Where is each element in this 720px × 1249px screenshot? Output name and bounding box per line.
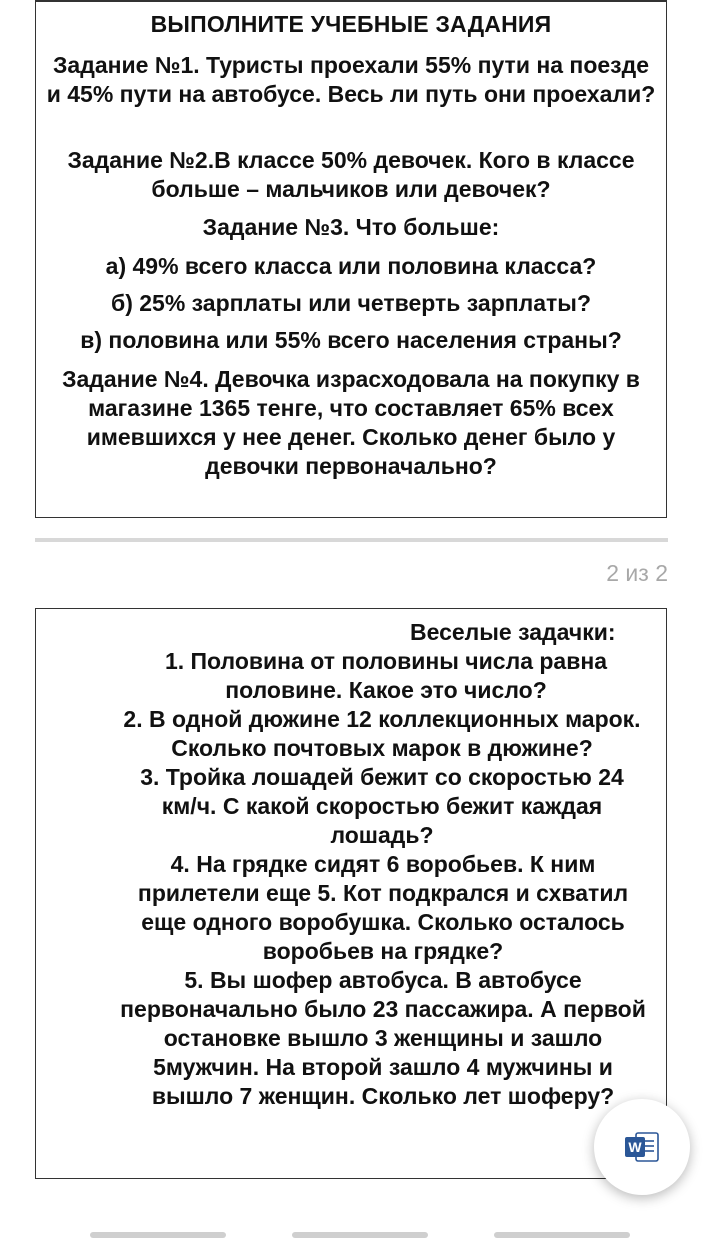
task-3: Задание №3. Что больше: [202,214,500,240]
nav-bar-segment-center [292,1232,428,1238]
task-2: Задание №2.В классе 50% девочек. Кого в классе больше – мальчиков или девочек? [67,147,635,202]
page-indicator: 2 из 2 [606,560,668,586]
document-page-2 [35,608,667,1179]
task-3c: в) половина или 55% всего населения страны? [80,327,622,353]
nav-bar-segment-right [494,1232,630,1238]
page-title: ВЫПОЛНИТЕ УЧЕБНЫЕ ЗАДАНИЯ [150,11,552,37]
document-page-1 [35,0,667,518]
word-letter: W [628,1139,642,1155]
word-document-icon [622,1129,662,1165]
puzzle-4: 4. На грядке сидят 6 воробьев. К ним прилетели еще 5. Кот подкрался и схватил еще одного воробушка. Сколько осталось воробьев на грядке? [137,851,629,964]
task-3a: а) 49% всего класса или половина класса? [105,253,597,279]
page-title: Веселые задачки: [410,619,616,645]
task-3b: б) 25% зарплаты или четверть зарплаты? [110,290,591,316]
puzzle-5: 5. Вы шофер автобуса. В автобусе первоначально было 23 пассажира. А первой остановке вышло 3 женщины и зашло 5мужчин. На второй зашло 4 мужчины и вышло 7 женщин. Сколько лет шоферу? [120,967,646,1109]
puzzle-3: 3. Тройка лошадей бежит со скоростью 24 км/ч. С какой скоростью бежит каждая лошадь? [140,764,624,848]
task-1: Задание №1. Туристы проехали 55% пути на поезде и 45% пути на автобусе. Весь ли путь они проехали? [46,52,656,107]
open-in-word-button[interactable] [594,1099,690,1195]
puzzle-2: 2. В одной дюжине 12 коллекционных марок. Сколько почтовых марок в дюжине? [123,706,641,761]
task-4: Задание №4. Девочка израсходовала на покупку в магазине 1365 тенге, что составляет 65% всех имевшихся у нее денег. Сколько денег было у девочки первоначально? [62,366,640,479]
page-divider [35,538,668,542]
nav-bar-segment-left [90,1232,226,1238]
puzzle-1: 1. Половина от половины числа равна половине. Какое это число? [164,648,608,703]
